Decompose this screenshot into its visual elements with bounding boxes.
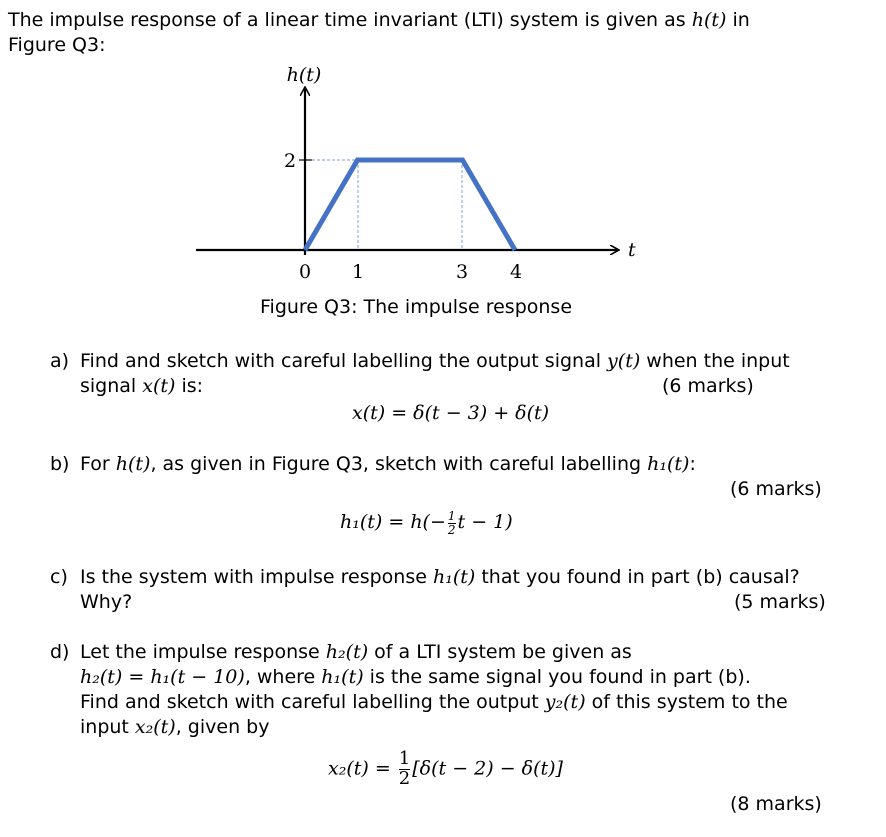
y-axis-label: h(t) (286, 64, 322, 86)
qd-text-7: input (80, 716, 135, 738)
qd-h1-of-t: h₁(t) (321, 666, 364, 688)
qa-line-2 (80, 374, 203, 398)
qc-text-1: Is the system with impulse response (80, 566, 433, 588)
qc-h1-of-t: h₁(t) (432, 566, 476, 588)
x-tick-label-0: 0 (298, 261, 312, 283)
qd-line-1 (80, 640, 632, 664)
qd-line-2 (80, 665, 751, 689)
qd-frac-num: 1 (398, 748, 411, 769)
h-of-t: h(t) (691, 9, 727, 31)
qa-equation: x(t) = δ(t − 3) + δ(t) (352, 402, 550, 424)
x-axis-label: t (628, 239, 636, 261)
qd-eq-right: [δ(t − 2) − δ(t)] (412, 757, 563, 780)
qa-y-of-t: y(t) (607, 350, 641, 372)
qb-text-1: For (80, 453, 116, 475)
qd-marks: (8 marks) (730, 793, 822, 815)
qb-eq-left: h₁(t) = h(− (340, 511, 446, 534)
qd-text-2: of a LTI system be given as (368, 641, 632, 663)
intro-text: The impulse response of a linear time invariant (LTI) system is given as (8, 9, 692, 31)
qc-line-1 (80, 565, 800, 589)
qd-h2-definition: h₂(t) = h₁(t − 10) (80, 666, 245, 688)
qa-line-1 (80, 349, 790, 373)
qd-label: d) (50, 641, 70, 663)
y-tick-label: 2 (283, 150, 297, 172)
intro-suffix: in (726, 9, 750, 31)
x-tick-label-1: 1 (351, 261, 365, 283)
qd-line-4 (80, 715, 269, 739)
qa-text-3: signal (80, 375, 143, 397)
intro-line-2: Figure Q3: (8, 34, 106, 56)
qd-eq-left: x₂(t) = (328, 757, 397, 780)
impulse-response-line (305, 160, 515, 250)
qb-equation (340, 510, 513, 536)
qd-y2-of-t: y₂(t) (544, 691, 586, 713)
qd-equation (328, 750, 563, 789)
qb-text-2: , as given in Figure Q3, sketch with careful labelling (150, 453, 648, 475)
qd-line-3 (80, 690, 788, 714)
qd-fraction (399, 750, 410, 789)
qa-text-1: Find and sketch with careful labelling the output signal (80, 350, 608, 372)
qa-text-2: when the input (640, 350, 790, 372)
qc-label: c) (50, 566, 68, 588)
x-tick-label-4: 4 (509, 261, 523, 283)
qc-line-2: Why? (80, 591, 133, 613)
figure-caption: Figure Q3: The impulse response (260, 296, 573, 318)
x-tick-label-3: 3 (455, 261, 469, 283)
qa-marks: (6 marks) (662, 375, 754, 397)
qb-h-of-t: h(t) (115, 453, 151, 475)
qa-text-4: is: (175, 375, 204, 397)
qd-text-6: of this system to the (585, 691, 788, 713)
qb-label: b) (50, 453, 70, 475)
qc-text-2: that you found in part (b) causal? (475, 566, 800, 588)
qb-h1-of-t: h₁(t) (647, 453, 690, 475)
qd-text-1: Let the impulse response (80, 641, 326, 663)
qb-text-3: : (689, 453, 696, 475)
qa-label: a) (50, 350, 70, 372)
qa-x-of-t: x(t) (142, 375, 176, 397)
qb-frac-den: 2 (447, 522, 456, 537)
qd-text-8: , given by (175, 716, 270, 738)
qb-frac-num: 1 (447, 509, 456, 523)
qb-line-1 (80, 452, 696, 476)
qc-marks: (5 marks) (734, 591, 826, 613)
qd-h2-of-t: h₂(t) (325, 641, 369, 663)
qb-eq-right: t − 1) (457, 511, 513, 534)
qd-text-3: , where (244, 666, 322, 688)
qb-marks: (6 marks) (730, 478, 822, 500)
qd-text-4: is the same signal you found in part (b). (363, 666, 751, 688)
qd-x2-of-t: x₂(t) (134, 716, 176, 738)
impulse-response-figure (0, 0, 886, 300)
qb-fraction (448, 510, 456, 536)
qd-text-5: Find and sketch with careful labelling the output (80, 691, 545, 713)
qd-frac-den: 2 (398, 767, 411, 789)
